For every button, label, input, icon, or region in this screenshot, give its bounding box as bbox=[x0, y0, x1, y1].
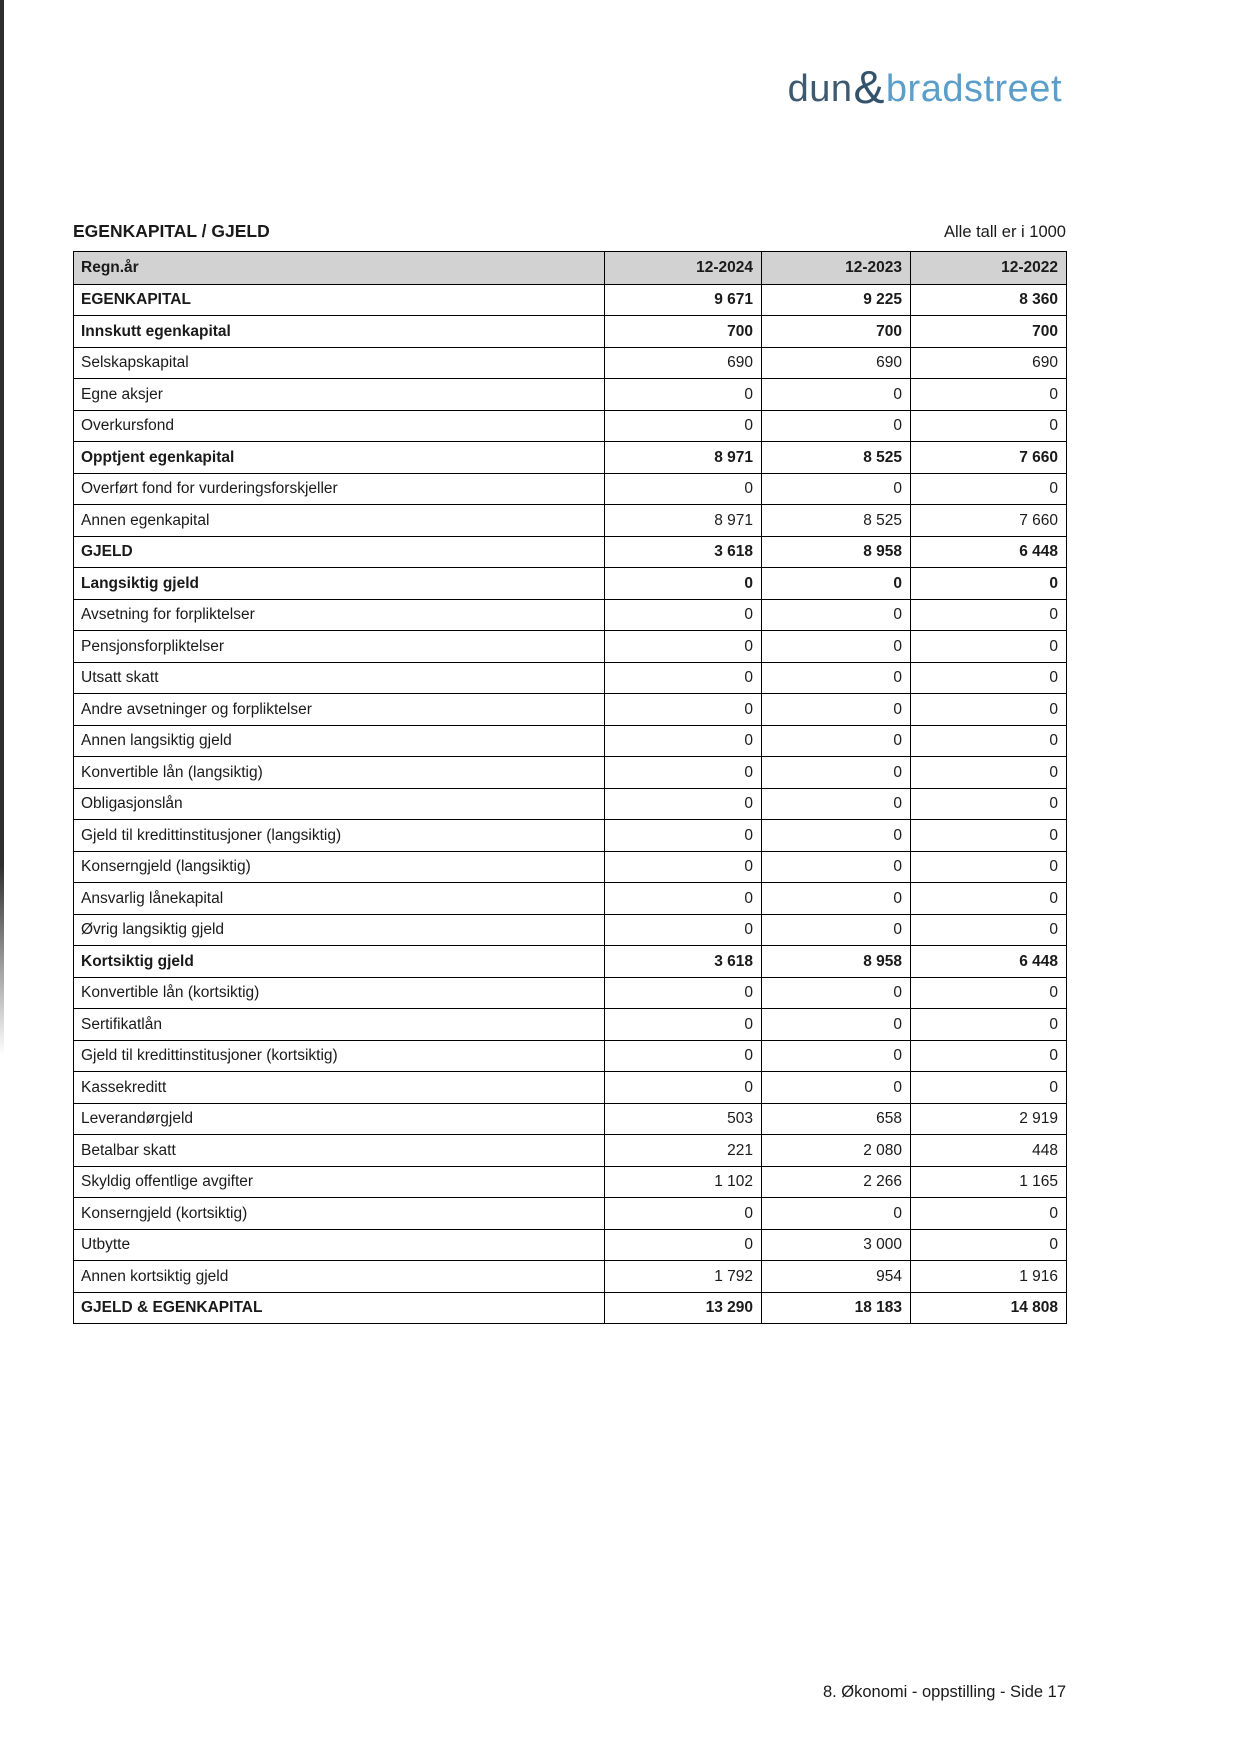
row-value: 0 bbox=[605, 1040, 762, 1072]
row-value: 0 bbox=[911, 1072, 1067, 1104]
row-value: 0 bbox=[762, 379, 911, 411]
row-value: 0 bbox=[911, 1229, 1067, 1261]
table-row bbox=[74, 914, 1067, 946]
row-value: 0 bbox=[762, 757, 911, 789]
row-value: 0 bbox=[605, 725, 762, 757]
row-value: 503 bbox=[605, 1103, 762, 1135]
table-row bbox=[74, 662, 1067, 694]
row-value: 700 bbox=[762, 316, 911, 348]
row-value: 0 bbox=[762, 820, 911, 852]
section-header bbox=[73, 221, 1066, 242]
logo-text-dun: dun bbox=[787, 68, 853, 110]
table-row bbox=[74, 820, 1067, 852]
row-value: 0 bbox=[911, 757, 1067, 789]
row-value: 9 225 bbox=[762, 284, 911, 316]
row-value: 0 bbox=[605, 1198, 762, 1230]
table-row bbox=[74, 1261, 1067, 1293]
row-value: 1 165 bbox=[911, 1166, 1067, 1198]
row-value: 0 bbox=[911, 725, 1067, 757]
row-value: 0 bbox=[762, 851, 911, 883]
dun-bradstreet-logo bbox=[787, 61, 1062, 113]
column-header-12-2022: 12-2022 bbox=[911, 252, 1067, 285]
row-value: 0 bbox=[911, 1009, 1067, 1041]
row-value: 0 bbox=[911, 820, 1067, 852]
row-value: 0 bbox=[605, 1072, 762, 1104]
section-title: EGENKAPITAL / GJELD bbox=[73, 221, 270, 241]
row-value: 2 919 bbox=[911, 1103, 1067, 1135]
row-value: 0 bbox=[762, 568, 911, 600]
table-row bbox=[74, 631, 1067, 663]
row-value: 0 bbox=[911, 410, 1067, 442]
row-value: 0 bbox=[911, 631, 1067, 663]
row-value: 700 bbox=[911, 316, 1067, 348]
table-row bbox=[74, 946, 1067, 978]
table-row bbox=[74, 316, 1067, 348]
table-row bbox=[74, 1166, 1067, 1198]
row-label: Gjeld til kredittinstitusjoner (langsiktig) bbox=[74, 820, 605, 852]
row-value: 0 bbox=[605, 977, 762, 1009]
row-label: Pensjonsforpliktelser bbox=[74, 631, 605, 663]
table-row bbox=[74, 1009, 1067, 1041]
column-header-12-2023: 12-2023 bbox=[762, 252, 911, 285]
row-value: 1 102 bbox=[605, 1166, 762, 1198]
table-row bbox=[74, 788, 1067, 820]
row-value: 0 bbox=[605, 599, 762, 631]
row-label: Skyldig offentlige avgifter bbox=[74, 1166, 605, 1198]
table-row bbox=[74, 1135, 1067, 1167]
row-value: 0 bbox=[605, 914, 762, 946]
row-value: 6 448 bbox=[911, 946, 1067, 978]
row-label: Overført fond for vurderingsforskjeller bbox=[74, 473, 605, 505]
row-value: 13 290 bbox=[605, 1292, 762, 1324]
table-row bbox=[74, 505, 1067, 537]
row-value: 3 618 bbox=[605, 536, 762, 568]
row-value: 0 bbox=[605, 631, 762, 663]
row-value: 0 bbox=[605, 788, 762, 820]
table-row bbox=[74, 851, 1067, 883]
table-body bbox=[74, 284, 1067, 1324]
table-row bbox=[74, 1072, 1067, 1104]
row-value: 8 360 bbox=[911, 284, 1067, 316]
row-label: GJELD & EGENKAPITAL bbox=[74, 1292, 605, 1324]
row-value: 8 525 bbox=[762, 505, 911, 537]
row-value: 0 bbox=[605, 694, 762, 726]
row-value: 0 bbox=[911, 599, 1067, 631]
row-value: 0 bbox=[911, 977, 1067, 1009]
row-value: 7 660 bbox=[911, 442, 1067, 474]
row-label: Gjeld til kredittinstitusjoner (kortsiktig) bbox=[74, 1040, 605, 1072]
row-label: Ansvarlig lånekapital bbox=[74, 883, 605, 915]
row-value: 8 971 bbox=[605, 505, 762, 537]
table-row bbox=[74, 536, 1067, 568]
row-value: 3 618 bbox=[605, 946, 762, 978]
row-value: 0 bbox=[762, 599, 911, 631]
column-header-regnar: Regn.år bbox=[74, 252, 605, 285]
row-value: 690 bbox=[911, 347, 1067, 379]
row-value: 2 266 bbox=[762, 1166, 911, 1198]
row-value: 0 bbox=[762, 977, 911, 1009]
row-value: 7 660 bbox=[911, 505, 1067, 537]
table-row bbox=[74, 725, 1067, 757]
row-label: Opptjent egenkapital bbox=[74, 442, 605, 474]
table-row bbox=[74, 977, 1067, 1009]
table-header-row bbox=[74, 252, 1067, 285]
row-label: Andre avsetninger og forpliktelser bbox=[74, 694, 605, 726]
row-label: Øvrig langsiktig gjeld bbox=[74, 914, 605, 946]
row-label: Selskapskapital bbox=[74, 347, 605, 379]
row-value: 0 bbox=[605, 757, 762, 789]
row-value: 0 bbox=[762, 788, 911, 820]
row-value: 0 bbox=[605, 568, 762, 600]
row-value: 0 bbox=[911, 1040, 1067, 1072]
table-row bbox=[74, 1229, 1067, 1261]
row-label: Konvertible lån (kortsiktig) bbox=[74, 977, 605, 1009]
table-row bbox=[74, 1040, 1067, 1072]
table-row bbox=[74, 473, 1067, 505]
row-value: 0 bbox=[762, 1040, 911, 1072]
column-header-12-2024: 12-2024 bbox=[605, 252, 762, 285]
row-value: 14 808 bbox=[911, 1292, 1067, 1324]
table-row bbox=[74, 599, 1067, 631]
row-value: 0 bbox=[605, 883, 762, 915]
row-value: 18 183 bbox=[762, 1292, 911, 1324]
row-label: Obligasjonslån bbox=[74, 788, 605, 820]
row-value: 690 bbox=[762, 347, 911, 379]
row-label: Leverandørgjeld bbox=[74, 1103, 605, 1135]
row-value: 0 bbox=[762, 914, 911, 946]
table-row bbox=[74, 694, 1067, 726]
row-value: 0 bbox=[911, 1198, 1067, 1230]
row-value: 0 bbox=[911, 788, 1067, 820]
row-label: Kortsiktig gjeld bbox=[74, 946, 605, 978]
row-value: 0 bbox=[605, 1229, 762, 1261]
row-label: Avsetning for forpliktelser bbox=[74, 599, 605, 631]
row-value: 0 bbox=[762, 662, 911, 694]
row-value: 0 bbox=[762, 725, 911, 757]
row-label: Sertifikatlån bbox=[74, 1009, 605, 1041]
row-value: 0 bbox=[762, 1009, 911, 1041]
table-row bbox=[74, 883, 1067, 915]
row-value: 0 bbox=[911, 473, 1067, 505]
row-label: Innskutt egenkapital bbox=[74, 316, 605, 348]
row-value: 0 bbox=[911, 914, 1067, 946]
row-value: 0 bbox=[605, 379, 762, 411]
row-value: 8 958 bbox=[762, 536, 911, 568]
row-value: 221 bbox=[605, 1135, 762, 1167]
row-value: 0 bbox=[762, 694, 911, 726]
row-value: 0 bbox=[605, 473, 762, 505]
row-value: 0 bbox=[605, 410, 762, 442]
units-note: Alle tall er i 1000 bbox=[944, 223, 1066, 241]
row-value: 1 916 bbox=[911, 1261, 1067, 1293]
logo-ampersand-icon: & bbox=[853, 61, 885, 113]
row-value: 0 bbox=[605, 662, 762, 694]
table-row bbox=[74, 347, 1067, 379]
row-label: EGENKAPITAL bbox=[74, 284, 605, 316]
logo-text-bradstreet: bradstreet bbox=[885, 68, 1062, 110]
row-value: 8 525 bbox=[762, 442, 911, 474]
row-value: 0 bbox=[911, 662, 1067, 694]
row-value: 3 000 bbox=[762, 1229, 911, 1261]
row-label: Betalbar skatt bbox=[74, 1135, 605, 1167]
row-label: Utbytte bbox=[74, 1229, 605, 1261]
row-value: 0 bbox=[605, 1009, 762, 1041]
row-value: 0 bbox=[762, 631, 911, 663]
row-label: GJELD bbox=[74, 536, 605, 568]
row-value: 0 bbox=[911, 379, 1067, 411]
row-label: Konserngjeld (langsiktig) bbox=[74, 851, 605, 883]
row-value: 0 bbox=[911, 694, 1067, 726]
table-row bbox=[74, 284, 1067, 316]
table-row bbox=[74, 410, 1067, 442]
row-value: 0 bbox=[762, 1072, 911, 1104]
row-value: 658 bbox=[762, 1103, 911, 1135]
report-section bbox=[73, 221, 1066, 1324]
row-value: 0 bbox=[762, 410, 911, 442]
row-label: Egne aksjer bbox=[74, 379, 605, 411]
balance-sheet-table bbox=[73, 251, 1067, 1324]
row-value: 1 792 bbox=[605, 1261, 762, 1293]
table-row bbox=[74, 1292, 1067, 1324]
row-value: 0 bbox=[911, 883, 1067, 915]
row-label: Langsiktig gjeld bbox=[74, 568, 605, 600]
row-value: 8 971 bbox=[605, 442, 762, 474]
row-label: Overkursfond bbox=[74, 410, 605, 442]
row-value: 0 bbox=[762, 1198, 911, 1230]
row-value: 0 bbox=[911, 568, 1067, 600]
row-value: 0 bbox=[911, 851, 1067, 883]
table-row bbox=[74, 442, 1067, 474]
row-value: 700 bbox=[605, 316, 762, 348]
row-value: 0 bbox=[762, 473, 911, 505]
page-footer: 8. Økonomi - oppstilling - Side 17 bbox=[822, 1683, 1066, 1701]
row-value: 0 bbox=[605, 851, 762, 883]
table-row bbox=[74, 1103, 1067, 1135]
row-value: 9 671 bbox=[605, 284, 762, 316]
row-value: 448 bbox=[911, 1135, 1067, 1167]
table-row bbox=[74, 757, 1067, 789]
row-value: 2 080 bbox=[762, 1135, 911, 1167]
row-value: 0 bbox=[762, 883, 911, 915]
table-row bbox=[74, 568, 1067, 600]
row-label: Utsatt skatt bbox=[74, 662, 605, 694]
table-row bbox=[74, 1198, 1067, 1230]
row-value: 690 bbox=[605, 347, 762, 379]
table-row bbox=[74, 379, 1067, 411]
row-label: Annen kortsiktig gjeld bbox=[74, 1261, 605, 1293]
row-value: 0 bbox=[605, 820, 762, 852]
row-label: Kassekreditt bbox=[74, 1072, 605, 1104]
row-label: Annen egenkapital bbox=[74, 505, 605, 537]
row-value: 8 958 bbox=[762, 946, 911, 978]
row-label: Konvertible lån (langsiktig) bbox=[74, 757, 605, 789]
scan-edge-artifact bbox=[0, 0, 4, 1055]
row-label: Annen langsiktig gjeld bbox=[74, 725, 605, 757]
row-label: Konserngjeld (kortsiktig) bbox=[74, 1198, 605, 1230]
row-value: 6 448 bbox=[911, 536, 1067, 568]
row-value: 954 bbox=[762, 1261, 911, 1293]
